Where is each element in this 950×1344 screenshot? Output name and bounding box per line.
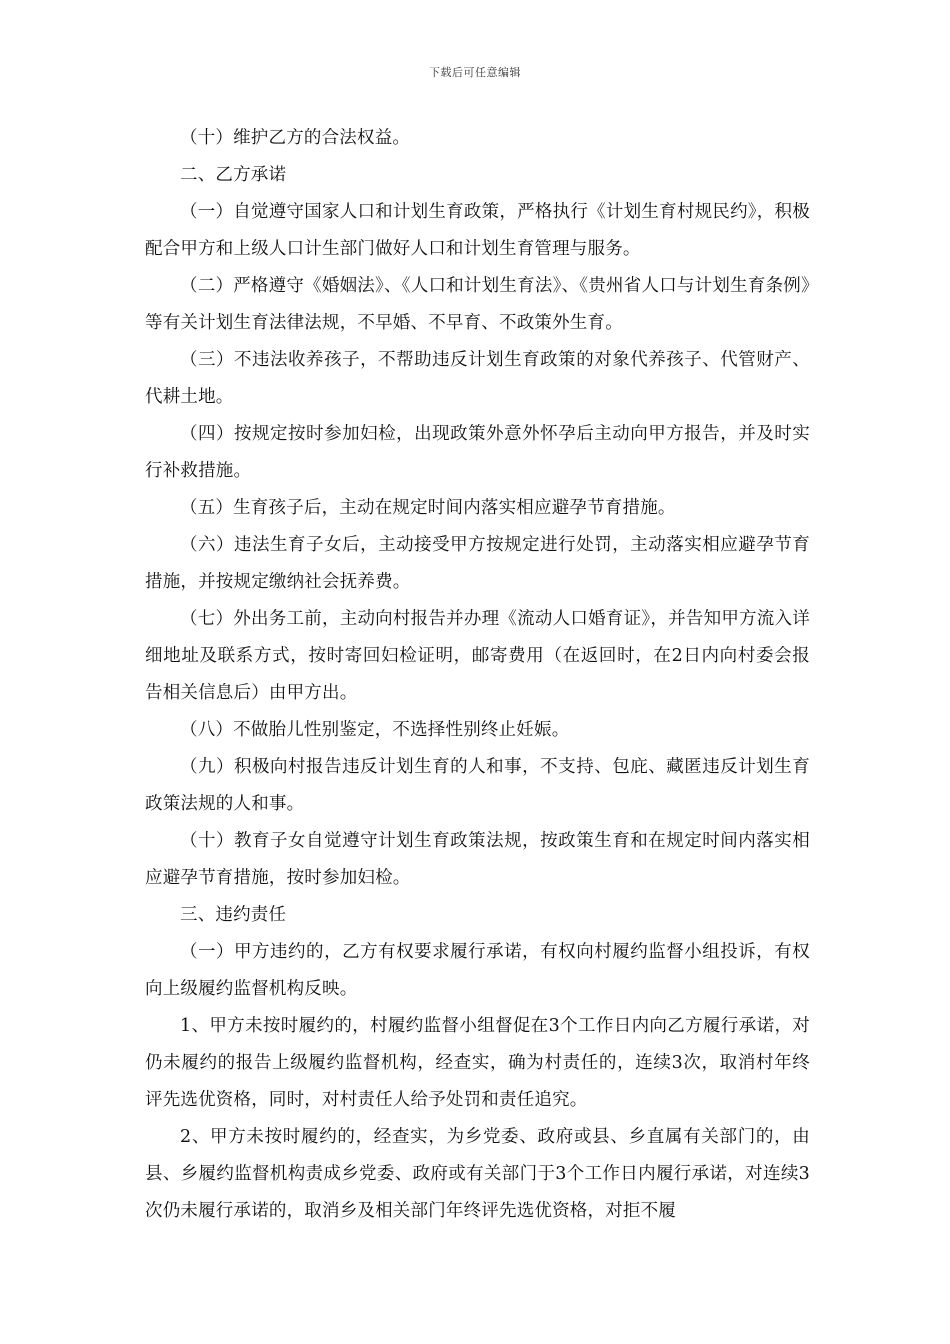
paragraph: （三）不违法收养孩子，不帮助违反计划生育政策的对象代养孩子、代管财产、代耕土地。 [145, 350, 810, 407]
document-body [145, 120, 810, 1230]
paragraph: （五）生育孩子后，主动在规定时间内落实相应避孕节育措施。 [180, 498, 676, 518]
paragraph: （四）按规定按时参加妇检，出现政策外意外怀孕后主动向甲方报告，并及时实行补救措施。 [145, 424, 810, 481]
paragraph: （七）外出务工前，主动向村报告并办理《流动人口婚育证》，并告知甲方流入详细地址及联系方式，按时寄回妇检证明，邮寄费用（在返回时，在2日内向村委会报告相关信息后）由甲方出。 [145, 609, 810, 703]
paragraph: （八）不做胎儿性别鉴定，不选择性别终止妊娠。 [180, 720, 570, 740]
paragraph: 2、甲方未按时履约的，经查实，为乡党委、政府或县、乡直属有关部门的，由县、乡履约监督机构责成乡党委、政府或有关部门于3个工作日内履行承诺，对连续3次仍未履行承诺的，取消乡及相关部门年终评先选优资格，对拒不履 [145, 1127, 810, 1221]
paragraph: （十）教育子女自觉遵守计划生育政策法规，按政策生育和在规定时间内落实相应避孕节育措施，按时参加妇检。 [145, 831, 810, 888]
section-heading: 三、违约责任 [180, 905, 287, 925]
paragraph: （六）违法生育子女后，主动接受甲方按规定进行处罚，主动落实相应避孕节育措施，并按规定缴纳社会抚养费。 [145, 535, 810, 592]
section-heading: 二、乙方承诺 [180, 165, 287, 185]
paragraph: （一）甲方违约的，乙方有权要求履行承诺，有权向村履约监督小组投诉，有权向上级履约监督机构反映。 [145, 942, 810, 999]
paragraph: （十）维护乙方的合法权益。 [180, 128, 411, 148]
paragraph: （二）严格遵守《婚姻法》、《人口和计划生育法》、《贵州省人口与计划生育条例》等有关计划生育法律法规，不早婚、不早育、不政策外生育。 [145, 276, 810, 333]
page-header: 下载后可任意编辑 [429, 66, 521, 79]
paragraph: 1、甲方未按时履约的，村履约监督小组督促在3个工作日内向乙方履行承诺，对仍未履约的报告上级履约监督机构，经查实，确为村责任的，连续3次，取消村年终评先选优资格，同时，对村责任人给予处罚和责任追究。 [145, 1016, 810, 1110]
paragraph: （一）自觉遵守国家人口和计划生育政策，严格执行《计划生育村规民约》，积极配合甲方和上级人口计生部门做好人口和计划生育管理与服务。 [145, 202, 810, 259]
paragraph: （九）积极向村报告违反计划生育的人和事，不支持、包庇、藏匿违反计划生育政策法规的人和事。 [145, 757, 810, 814]
